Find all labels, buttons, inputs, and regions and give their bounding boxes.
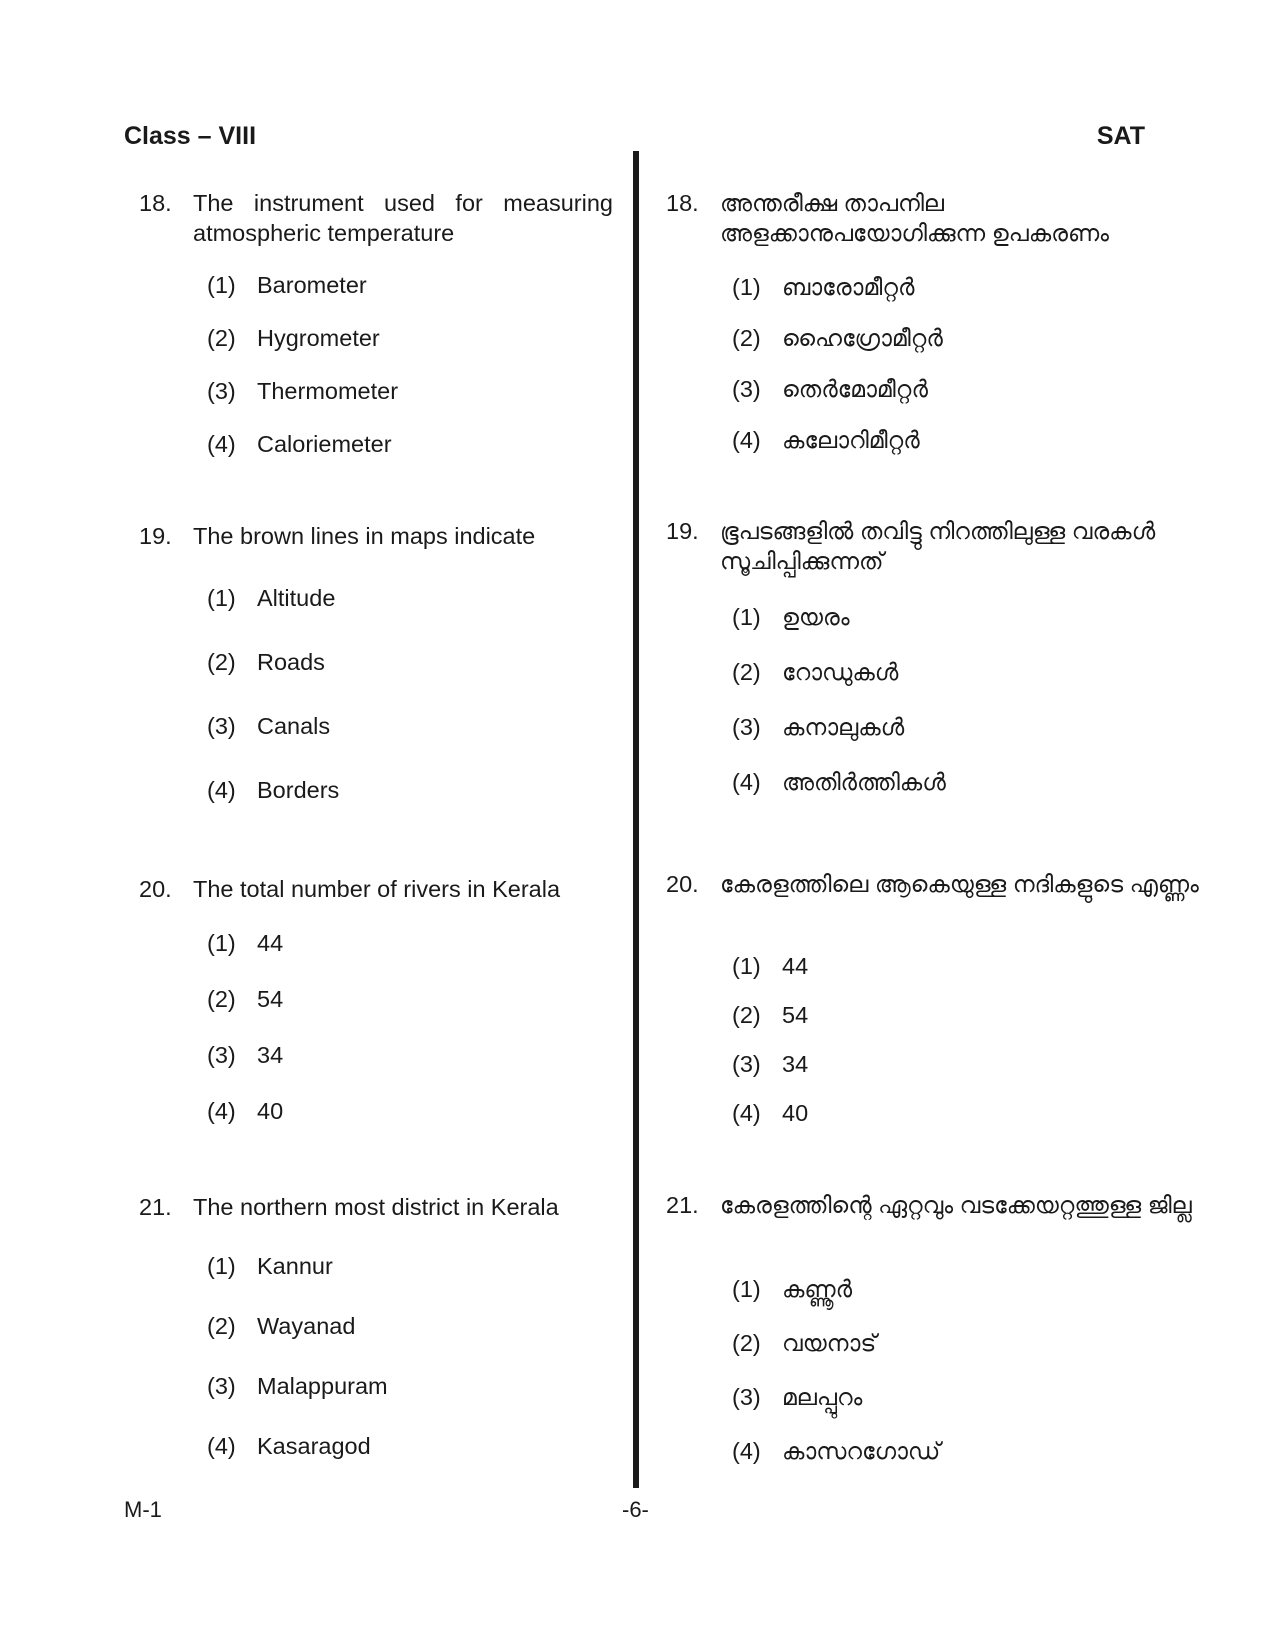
option-number: (2)	[207, 1313, 236, 1339]
option-text: Canals	[257, 713, 331, 739]
option-text: 40	[257, 1098, 284, 1124]
option-number: (3)	[732, 1384, 761, 1410]
option-text: Kannur	[257, 1253, 333, 1279]
option-text: വയനാട്	[782, 1330, 877, 1356]
option-text: അതിർത്തികൾ	[782, 769, 946, 795]
option-number: (2)	[207, 325, 236, 351]
option-number: (3)	[732, 1051, 761, 1077]
column-divider	[633, 151, 639, 1488]
option-number: (1)	[207, 1253, 236, 1279]
option-text: Barometer	[257, 272, 367, 298]
question-number: 21.	[139, 1194, 172, 1220]
question-text: ഭൂപടങ്ങളിൽ തവിട്ടു നിറത്തിലുള്ള വരകൾ സൂചിപ്പിക്കുന്നത്	[720, 518, 1156, 574]
question-text: The total number of rivers in Kerala	[193, 876, 561, 902]
option-number: (3)	[207, 378, 236, 404]
option-number: (4)	[732, 427, 761, 453]
option-text: Kasaragod	[257, 1433, 371, 1459]
option-text: 54	[782, 1002, 809, 1028]
option-text: കണ്ണൂർ	[782, 1276, 853, 1302]
option-number: (4)	[207, 431, 236, 457]
option-text: ഹൈഗ്രോമീറ്റർ	[782, 325, 943, 351]
option-number: (3)	[207, 1373, 236, 1399]
question-number: 19.	[139, 523, 172, 549]
option-text: Malappuram	[257, 1373, 388, 1399]
option-text: തെർമോമീറ്റർ	[782, 376, 928, 402]
option-number: (4)	[207, 1433, 236, 1459]
option-number: (1)	[732, 953, 761, 979]
question-number: 18.	[139, 190, 172, 216]
header-class: Class – VIII	[124, 122, 257, 150]
question-text: The northern most district in Kerala	[193, 1194, 559, 1220]
option-number: (3)	[207, 713, 236, 739]
option-text: Thermometer	[257, 378, 399, 404]
question-text: കേരളത്തിന്റെ ഏറ്റവും വടക്കേയറ്റത്തുള്ള ജില്ല	[720, 1192, 1192, 1218]
question-number: 20.	[139, 876, 172, 902]
question-text: The brown lines in maps indicate	[193, 523, 536, 549]
option-text: കനാലുകൾ	[782, 714, 905, 740]
option-text: Wayanad	[257, 1313, 356, 1339]
question-text: കേരളത്തിലെ ആകെയുള്ള നദികളുടെ എണ്ണം	[720, 871, 1199, 897]
option-text: 34	[782, 1051, 809, 1077]
option-number: (2)	[732, 659, 761, 685]
option-number: (1)	[732, 604, 761, 630]
question-number: 18.	[666, 190, 699, 216]
option-text: 34	[257, 1042, 284, 1068]
option-number: (4)	[732, 769, 761, 795]
option-number: (2)	[732, 1330, 761, 1356]
option-text: കലോറിമീറ്റർ	[782, 427, 920, 453]
question-text: അന്തരീക്ഷ താപനില അളക്കാനുപയോഗിക്കുന്ന ഉപകരണം	[720, 190, 1109, 246]
option-number: (3)	[732, 376, 761, 402]
page-number: -6-	[622, 1497, 649, 1522]
option-text: 40	[782, 1100, 809, 1126]
option-number: (1)	[207, 585, 236, 611]
option-number: (1)	[207, 930, 236, 956]
option-number: (2)	[732, 1002, 761, 1028]
option-text: കാസറഗോഡ്	[782, 1438, 941, 1464]
option-text: 44	[782, 953, 809, 979]
option-text: 44	[257, 930, 284, 956]
option-text: Hygrometer	[257, 325, 380, 351]
option-text: ഉയരം	[782, 604, 850, 630]
option-number: (1)	[732, 1276, 761, 1302]
option-text: Roads	[257, 649, 325, 675]
option-text: Borders	[257, 777, 340, 803]
question-text: The instrument used for measuring atmospheric temperature	[193, 190, 613, 246]
footer-code: M-1	[124, 1497, 162, 1522]
option-number: (2)	[207, 649, 236, 675]
header-exam: SAT	[1096, 122, 1145, 150]
option-number: (2)	[732, 325, 761, 351]
question-number: 21.	[666, 1192, 699, 1218]
option-number: (4)	[207, 1098, 236, 1124]
option-number: (4)	[207, 777, 236, 803]
option-text: ബാരോമീറ്റർ	[782, 274, 915, 300]
option-text: Caloriemeter	[257, 431, 392, 457]
question-number: 20.	[666, 871, 699, 897]
question-number: 19.	[666, 518, 699, 544]
option-number: (3)	[732, 714, 761, 740]
option-text: 54	[257, 986, 284, 1012]
option-number: (4)	[732, 1438, 761, 1464]
option-number: (1)	[207, 272, 236, 298]
option-text: റോഡുകൾ	[782, 659, 899, 685]
option-number: (2)	[207, 986, 236, 1012]
option-number: (4)	[732, 1100, 761, 1126]
option-text: Altitude	[257, 585, 336, 611]
option-text: മലപ്പുറം	[782, 1384, 863, 1410]
option-number: (3)	[207, 1042, 236, 1068]
option-number: (1)	[732, 274, 761, 300]
